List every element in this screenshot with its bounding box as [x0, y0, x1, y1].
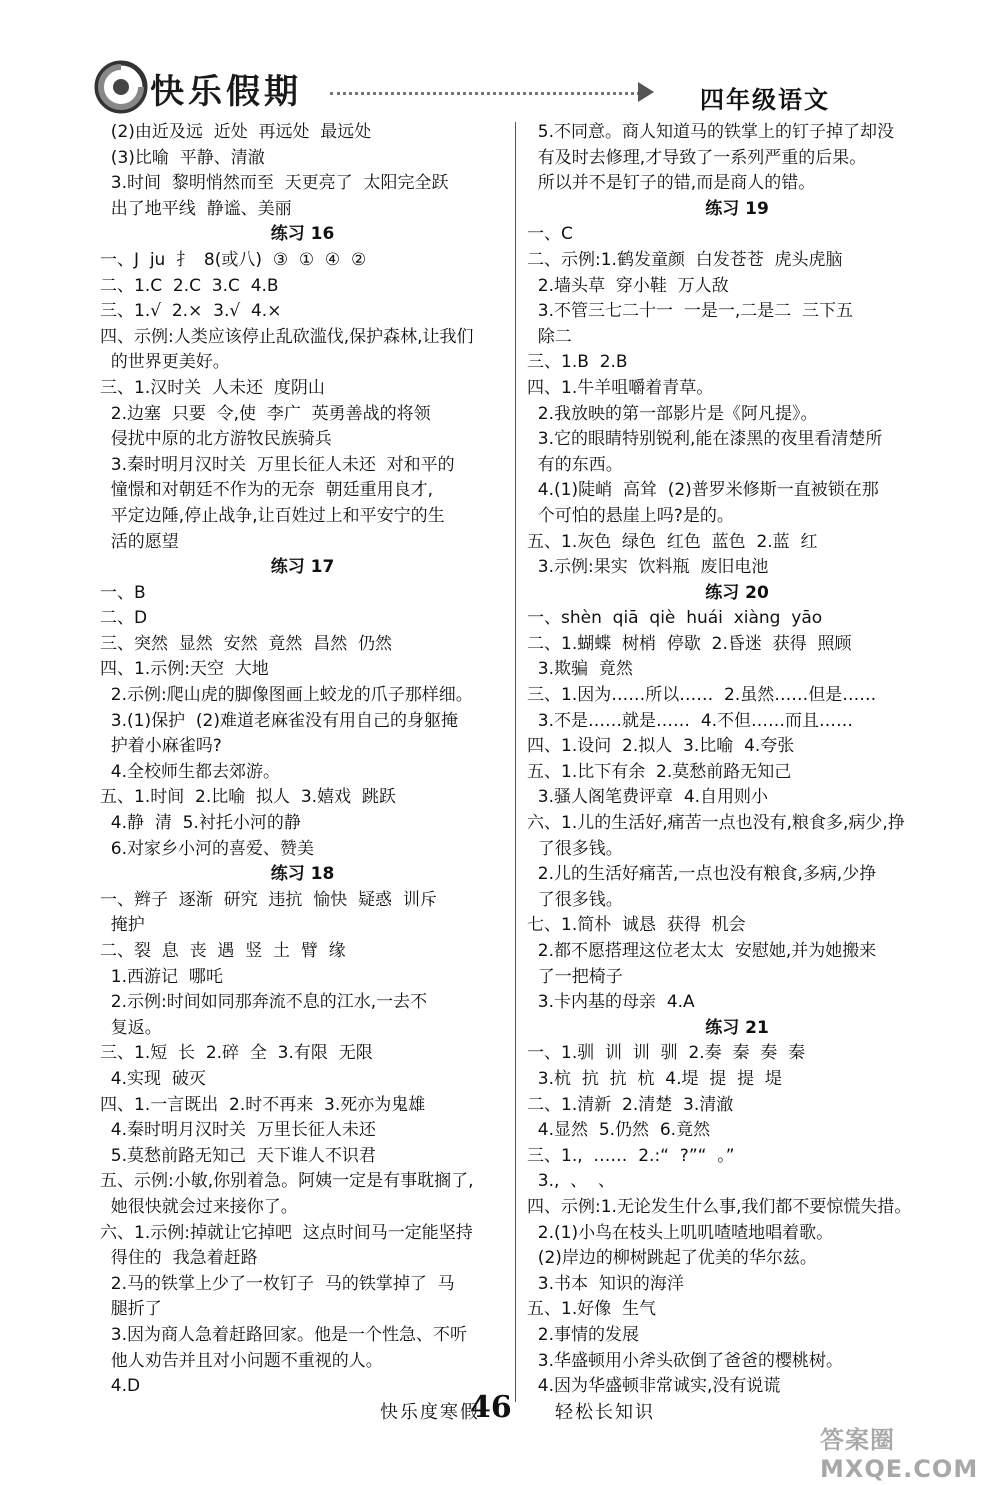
answer-line: 三、1.汉时关 人未还 度阴山 [100, 377, 325, 398]
answer-line: 一、J ju 扌 8(或八) ③ ① ④ ② [100, 249, 367, 270]
answer-line: 了很多钱。 [527, 889, 623, 910]
answer-line: 4.全校师生都去郊游。 [100, 761, 281, 782]
answer-line: 4.静 清 5.衬托小河的静 [100, 813, 301, 834]
answer-line: 四、1.设问 2.拟人 3.比喻 4.夸张 [527, 736, 795, 757]
answer-line: 二、D [100, 608, 148, 629]
answer-line: 三、1.短 长 2.碎 全 3.有限 无限 [100, 1043, 373, 1064]
answer-line: 一、1.驯 训 训 驯 2.奏 秦 奏 秦 [527, 1043, 806, 1064]
answer-line: 六、1.示例:掉就让它掉吧 这点时间马一定能坚持 [100, 1222, 473, 1243]
answer-line: 3.书本 知识的海洋 [527, 1273, 684, 1294]
answer-line: 3.欺骗 竟然 [527, 659, 633, 680]
answer-line: 4.(1)陡峭 高耸 (2)普罗米修斯一直被锁在那 [527, 480, 879, 501]
answer-line: 的世界更美好。 [100, 352, 230, 373]
answer-line: 所以并不是钉子的错,而是商人的错。 [527, 173, 816, 194]
answer-line: 出了地平线 静谧、美丽 [100, 198, 292, 219]
answer-line: 2.边塞 只要 令,使 李广 英勇善战的将领 [100, 403, 431, 424]
answer-line: 一、B [100, 582, 146, 603]
answer-line: 二、1.蝴蝶 树梢 停歇 2.昏迷 获得 照顾 [527, 633, 852, 654]
section-title: 练习 21 [705, 1017, 769, 1038]
answer-line: 个可怕的悬崖上吗?是的。 [527, 505, 734, 526]
answer-line: 四、1.牛羊咀嚼着青草。 [527, 377, 714, 398]
answer-line: 四、1.一言既出 2.时不再来 3.死亦为鬼雄 [100, 1094, 426, 1115]
answer-line: 三、1.因为……所以…… 2.虽然……但是…… [527, 685, 877, 706]
section-title: 练习 17 [270, 557, 335, 578]
answer-line: 护着小麻雀吗? [100, 736, 222, 757]
answer-line: 2.(1)小鸟在枝头上叽叽喳喳地唱着歌。 [527, 1222, 834, 1243]
answer-line: 4.实现 破灭 [100, 1068, 206, 1089]
grade-subject: 四年级语文 [700, 86, 830, 114]
answer-line: 五、1.比下有余 2.莫愁前路无知己 [527, 761, 792, 782]
answer-line: 他人劝告并且对小问题不重视的人。 [100, 1350, 383, 1371]
answer-line: 掩护 [100, 915, 145, 936]
answer-line: 七、1.简朴 诚恳 获得 机会 [527, 915, 746, 936]
answer-line: 3.因为商人急着赶路回家。他是一个性急、不听 [100, 1324, 468, 1345]
header-dotted-line [330, 92, 640, 95]
right-answer-column [527, 120, 947, 1400]
footer-left-slogan: 快乐度寒假 [380, 1402, 480, 1423]
answer-line: 五、1.灰色 绿色 红色 蓝色 2.蓝 红 [527, 531, 818, 552]
answer-line: 3.时间 黎明悄然而至 天更亮了 太阳完全跃 [100, 173, 449, 194]
answer-line: 3., 、 、 [527, 1171, 616, 1192]
section-title: 练习 16 [270, 224, 335, 245]
answer-line: 三、1., …… 2.:“ ?”“ 。” [527, 1145, 735, 1166]
column-divider [515, 122, 516, 1402]
answer-line: 2.墙头草 穿小鞋 万人敌 [527, 275, 729, 296]
answer-line: 1.西游记 哪吒 [100, 966, 223, 987]
answer-line: 侵扰中原的北方游牧民族骑兵 [100, 429, 332, 450]
answer-line: 平定边陲,停止战争,让百姓过上和平安宁的生 [100, 505, 445, 526]
answer-line: 二、1.C 2.C 3.C 4.B [100, 275, 279, 296]
answer-line: 3.华盛顿用小斧头砍倒了爸爸的樱桃树。 [527, 1350, 844, 1371]
answer-line: 二、裂 息 丧 遇 竖 土 臂 缘 [100, 941, 346, 961]
answer-line: 三、突然 显然 安然 竟然 昌然 仍然 [100, 633, 393, 654]
answer-line: 4.秦时明月汉时关 万里长征人未还 [100, 1120, 376, 1141]
answer-line: 得住的 我急着赶路 [100, 1248, 258, 1269]
answer-line: 五、1.好像 生气 [527, 1299, 657, 1320]
answer-line: 3.不是……就是…… 4.不但……而且…… [527, 710, 854, 731]
answer-line: 腿折了 [100, 1299, 162, 1320]
answer-line: 3.它的眼睛特别锐利,能在漆黑的夜里看清楚所 [527, 429, 883, 450]
answer-line: 了很多钱。 [527, 838, 623, 859]
answer-line: 了一把椅子 [527, 966, 623, 987]
answer-line: (2)岸边的柳树跳起了优美的华尔兹。 [527, 1248, 817, 1269]
answer-line: 五、示例:小敏,你别着急。阿姨一定是有事耽搁了, [100, 1171, 474, 1192]
footer-right-slogan: 轻松长知识 [555, 1402, 655, 1423]
brand-title: 快乐假期 [150, 72, 302, 112]
watermark: 答案圈 MXQE.COM [820, 1426, 979, 1483]
answer-line: 3.秦时明月汉时关 万里长征人未还 对和平的 [100, 454, 455, 475]
answer-line: 2.示例:爬山虎的脚像图画上蛟龙的爪子那样细。 [100, 685, 473, 706]
answer-line: 2.儿的生活好痛苦,一点也没有粮食,多病,少挣 [527, 864, 877, 885]
answer-line: (2)由近及远 近处 再远处 最远处 [100, 122, 372, 142]
answer-line: 2.我放映的第一部影片是《阿凡提》。 [527, 403, 818, 424]
answer-line: 一、shèn qiā qiè huái xiàng yāo [527, 608, 823, 629]
answer-line: 四、1.示例:天空 大地 [100, 659, 269, 680]
answer-line: 2.都不愿搭理这位老太太 安慰她,并为她搬来 [527, 941, 877, 961]
answer-line: 除二 [527, 326, 572, 347]
answer-line: 三、1.B 2.B [527, 352, 628, 373]
arrow-right-icon [638, 82, 654, 102]
answer-line: 2.马的铁掌上少了一枚钉子 马的铁掌掉了 马 [100, 1273, 455, 1294]
answer-line: 4.显然 5.仍然 6.竟然 [527, 1120, 711, 1141]
answer-line: 4.因为华盛顿非常诚实,没有说谎 [527, 1376, 781, 1397]
answer-line: 活的愿望 [100, 531, 179, 552]
answer-line: (3)比喻 平静、清澈 [100, 147, 265, 168]
answer-line: 复返。 [100, 1017, 162, 1038]
answer-line: 一、辫子 逐渐 研究 违抗 愉快 疑惑 训斥 [100, 889, 437, 910]
answer-line: 一、C [527, 224, 573, 245]
answer-line: 六、1.儿的生活好,痛苦一点也没有,粮食多,病少,挣 [527, 813, 905, 834]
answer-line: 3.杭 抗 抗 杭 4.堤 提 提 堤 [527, 1068, 782, 1089]
answer-line: 5.不同意。商人知道马的铁掌上的钉子掉了却没 [527, 122, 895, 142]
answer-line: 有及时去修理,才导致了一系列严重的后果。 [527, 147, 867, 168]
answer-line: 五、1.时间 2.比喻 拟人 3.嬉戏 跳跃 [100, 787, 396, 808]
answer-line: 有的东西。 [527, 454, 623, 475]
answer-line: 四、示例:人类应该停止乱砍滥伐,保护森林,让我们 [100, 326, 474, 347]
left-answer-column [100, 120, 505, 1400]
answer-line: 5.莫愁前路无知己 天下谁人不识君 [100, 1145, 376, 1166]
answer-line: 憧憬和对朝廷不作为的无奈 朝廷重用良才, [100, 480, 434, 501]
section-title: 练习 20 [705, 582, 769, 603]
answer-line: 6.对家乡小河的喜爱、赞美 [100, 838, 315, 859]
page-number: 46 [470, 1390, 512, 1425]
answer-line: 4.D [100, 1376, 141, 1397]
answer-line: 三、1.√ 2.× 3.√ 4.× [100, 301, 282, 322]
answer-line: 3.(1)保护 (2)难道老麻雀没有用自己的身躯掩 [100, 710, 458, 731]
answer-line: 2.示例:时间如同那奔流不息的江水,一去不 [100, 992, 428, 1013]
answer-line: 3.骚人阁笔费评章 4.自用则小 [527, 787, 769, 808]
section-title: 练习 19 [705, 198, 769, 219]
answer-line: 她很快就会过来接你了。 [100, 1196, 298, 1217]
section-title: 练习 18 [270, 864, 335, 885]
answer-line: 二、1.清新 2.清楚 3.清澈 [527, 1094, 734, 1115]
answer-line: 四、示例:1.无论发生什么事,我们都不要惊慌失措。 [527, 1196, 912, 1217]
answer-line: 3.卡内基的母亲 4.A [527, 992, 695, 1013]
swirl-logo-icon [92, 58, 150, 116]
answer-line: 3.示例:果实 饮料瓶 废旧电池 [527, 557, 769, 578]
answer-line: 3.不管三七二十一 一是一,二是二 三下五 [527, 301, 854, 322]
answer-line: 二、示例:1.鹤发童颜 白发苍苍 虎头虎脑 [527, 249, 843, 270]
answer-line: 2.事情的发展 [527, 1324, 640, 1345]
page-header [0, 0, 1000, 120]
